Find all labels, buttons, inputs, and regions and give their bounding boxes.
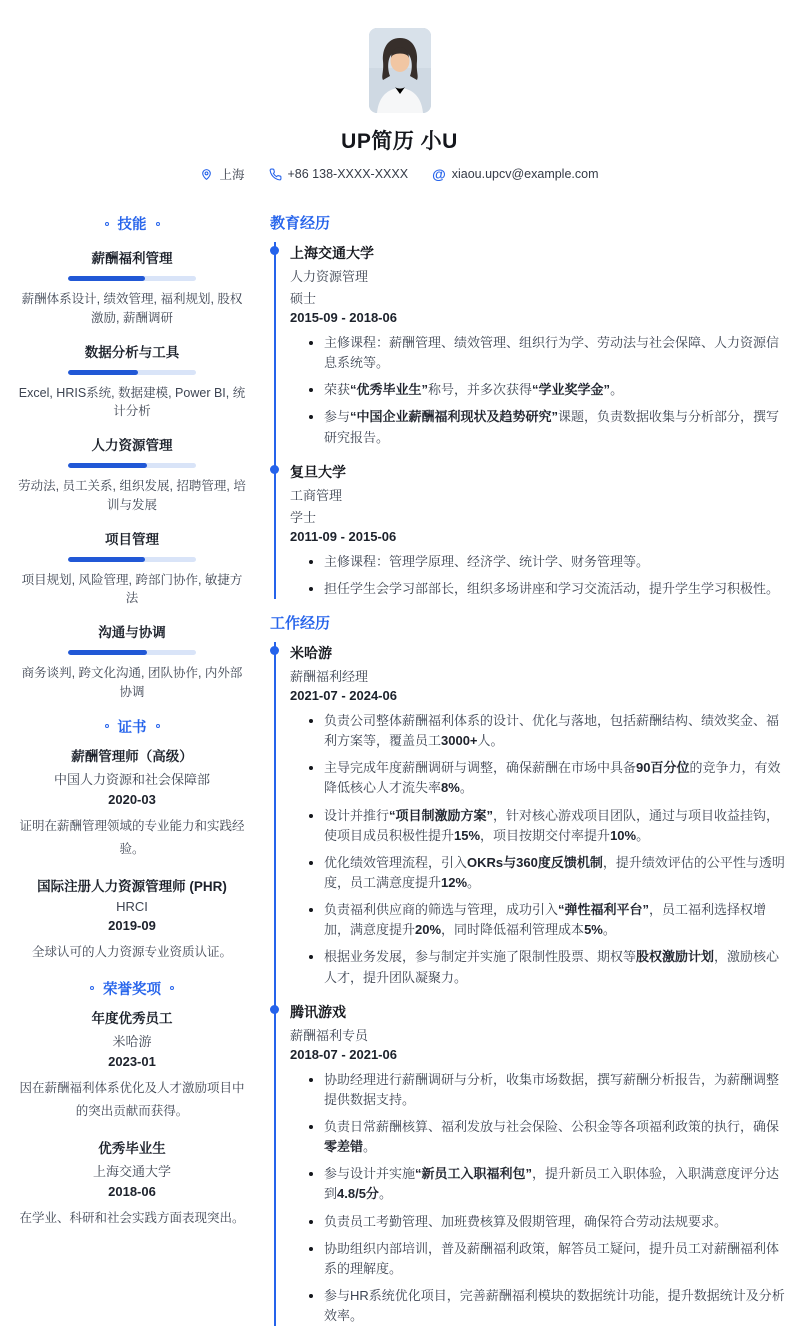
skill-level-fill — [68, 370, 138, 375]
phone-text: +86 138-XXXX-XXXX — [287, 167, 409, 181]
degree: 硕士 — [290, 291, 317, 306]
work-timeline — [274, 642, 787, 1326]
location-item — [200, 165, 244, 183]
skill-name: 沟通与协调 — [98, 625, 166, 640]
resume-header — [0, 0, 799, 183]
timeline-dot-icon — [270, 465, 279, 474]
ring-decoration-icon — [170, 986, 174, 990]
skill-item — [18, 341, 246, 422]
bullet: • 主导完成年度薪酬调研与调整，确保薪酬在市场中具备90百分位的竞争力，有效降低核心人才流失率8%。 — [324, 758, 787, 798]
skill-desc: 商务谈判, 跨文化沟通, 团队协作, 内外部协调 — [21, 666, 243, 699]
ring-decoration-icon — [105, 724, 109, 728]
certificate-issuer: 中国人力资源和社会保障部 — [53, 771, 210, 787]
certificate-name: 薪酬管理师（高级） — [71, 748, 193, 764]
main-column — [256, 199, 799, 1333]
skills-section — [18, 213, 246, 702]
certificate-item — [18, 745, 246, 861]
honor-name: 优秀毕业生 — [98, 1141, 166, 1157]
education-entry — [290, 242, 787, 448]
work-entry — [290, 1001, 787, 1327]
timeline-dot-icon — [270, 1005, 279, 1014]
bullet: • 荣获“优秀毕业生”称号，并多次获得“学业奖学金”。 — [324, 380, 787, 400]
company-name: 米哈游 — [290, 644, 332, 661]
profile-photo — [369, 28, 431, 113]
honor-issuer: 米哈游 — [112, 1033, 152, 1049]
bullet: • 参与设计并实施“新员工入职福利包”，提升新员工入职体验，入职满意度评分达到4.8/5分。 — [324, 1164, 787, 1204]
certificates-section — [18, 716, 246, 964]
bullet: • 担任学生会学习部部长，组织多场讲座和学习交流活动，提升学生学习积极性。 — [324, 579, 787, 599]
ring-decoration-icon — [105, 222, 109, 226]
work-period: 2021-07 - 2024-06 — [290, 687, 397, 703]
certificates-section-title: 证书 — [117, 719, 147, 736]
certificate-issuer: HRCI — [116, 898, 148, 914]
major: 工商管理 — [290, 487, 343, 503]
certificate-name: 国际注册人力资源管理师 (PHR) — [37, 878, 227, 894]
bullet: • 协助经理进行薪酬调研与分析，收集市场数据，撰写薪酬分析报告，为薪酬调整提供数据支持。 — [324, 1070, 787, 1110]
bullet: • 主修课程：管理学原理、经济学、统计学、财务管理等。 — [324, 552, 787, 572]
work-bullets — [290, 711, 787, 988]
skill-desc: Excel, HRIS系统, 数据建模, Power BI, 统计分析 — [18, 385, 246, 419]
honor-issuer: 上海交通大学 — [92, 1164, 171, 1180]
school-name: 上海交通大学 — [290, 245, 374, 261]
timeline-dot-icon — [270, 646, 279, 655]
certificate-item — [18, 875, 246, 964]
bullet: • 参与HR系统优化项目，完善薪酬福利模块的数据统计功能，提升数据统计及分析效率。 — [324, 1286, 787, 1326]
bullet: • 负责福利供应商的筛选与管理，成功引入“弹性福利平台”，员工福利选择权增加，满意度提升20%，同时降低福利管理成本5%。 — [324, 900, 787, 940]
education-bullets — [290, 333, 787, 448]
ring-decoration-icon — [90, 986, 94, 990]
skill-level-bar — [68, 650, 196, 655]
work-entry — [290, 642, 787, 988]
company-name: 腾讯游戏 — [290, 1003, 346, 1020]
bullet: • 负责公司整体薪酬福利体系的设计、优化与落地，包括薪酬结构、绩效奖金、福利方案等，覆盖员工3000+人。 — [324, 711, 787, 751]
honors-section — [18, 978, 246, 1230]
work-period: 2018-07 - 2021-06 — [290, 1046, 397, 1062]
location-text: 上海 — [219, 168, 245, 182]
bullet: • 负责日常薪酬核算、福利发放与社会保险、公积金等各项福利政策的执行，确保零差错。 — [324, 1117, 787, 1157]
phone-icon — [269, 168, 282, 181]
bullet: • 协助组织内部培训，普及薪酬福利政策，解答员工疑问，提升员工对薪酬福利体系的理解度。 — [324, 1239, 787, 1279]
major: 人力资源管理 — [290, 269, 369, 284]
skill-name: 项目管理 — [105, 531, 159, 547]
degree: 学士 — [290, 509, 317, 525]
honor-name: 年度优秀员工 — [91, 1010, 173, 1026]
skill-level-bar — [68, 370, 196, 375]
skill-level-fill — [68, 276, 145, 281]
honor-item — [18, 1007, 246, 1123]
skill-item — [18, 528, 246, 609]
portrait-illustration — [369, 28, 431, 113]
skill-desc: 劳动法, 员工关系, 组织发展, 招聘管理, 培训与发展 — [18, 479, 246, 512]
education-section — [270, 212, 787, 599]
education-period: 2015-09 - 2018-06 — [290, 310, 397, 325]
email-item — [432, 167, 598, 181]
left-sidebar — [0, 199, 256, 1333]
work-bullets — [290, 1070, 787, 1327]
contact-row — [0, 165, 799, 183]
ring-decoration-icon — [156, 724, 160, 728]
school-name: 复旦大学 — [290, 463, 346, 480]
skill-level-bar — [68, 557, 196, 562]
bullet: • 参与“中国企业薪酬福利现状及趋势研究”课题，负责数据收集与分析部分，撰写研究报告。 — [324, 407, 787, 447]
job-title: 薪酬福利经理 — [290, 668, 369, 684]
honor-desc: 在学业、科研和社会实践方面表现突出。 — [19, 1211, 245, 1226]
timeline-dot-icon — [270, 246, 279, 255]
resume-body — [0, 199, 799, 1333]
email-text: xiaou.upcv@example.com — [451, 167, 599, 181]
skill-name: 人力资源管理 — [91, 438, 173, 453]
education-bullets — [290, 552, 787, 599]
bullet: • 优化绩效管理流程，引入OKRs与360度反馈机制，提升绩效评估的公平性与透明度，员工满意度提升12%。 — [324, 853, 787, 893]
work-section-title: 工作经历 — [270, 614, 331, 632]
bullet: • 设计并推行“项目制激励方案”，针对核心游戏项目团队，通过与项目收益挂钩，使项目成员积极性提升15%，项目按期交付率提升10%。 — [324, 806, 787, 846]
bullet: • 负责员工考勤管理、加班费核算及假期管理，确保符合劳动法规要求。 — [324, 1212, 787, 1232]
certificate-desc: 证明在薪酬管理领域的专业能力和实践经验。 — [19, 818, 245, 856]
email-icon: @ — [432, 166, 446, 182]
skill-level-fill — [68, 463, 147, 468]
certificates-section-header — [18, 716, 246, 737]
education-entry — [290, 461, 787, 599]
skill-level-bar — [68, 463, 196, 468]
honor-date: 2018-06 — [108, 1184, 156, 1200]
education-section-title: 教育经历 — [270, 215, 331, 232]
education-timeline — [274, 242, 787, 599]
skill-level-fill — [68, 557, 145, 562]
map-pin-icon — [200, 168, 213, 181]
skill-desc: 项目规划, 风险管理, 跨部门协作, 敏捷方法 — [21, 572, 243, 606]
education-period: 2011-09 - 2015-06 — [290, 528, 397, 544]
honors-section-title: 荣誉奖项 — [103, 981, 161, 998]
skill-desc: 薪酬体系设计, 绩效管理, 福利规划, 股权激励, 薪酬调研 — [21, 292, 243, 325]
skill-item — [18, 247, 246, 328]
skill-name: 薪酬福利管理 — [91, 251, 173, 266]
job-title: 薪酬福利专员 — [290, 1027, 369, 1043]
ring-decoration-icon — [156, 222, 160, 226]
honor-item — [18, 1137, 246, 1230]
bullet: • 主修课程：薪酬管理、绩效管理、组织行为学、劳动法与社会保障、人力资源信息系统等。 — [324, 333, 787, 373]
certificate-date: 2020-03 — [108, 791, 156, 807]
candidate-name: UP简历 小U — [341, 130, 458, 153]
bullet: • 根据业务发展，参与制定并实施了限制性股票、期权等股权激励计划，激励核心人才，提升团队凝聚力。 — [324, 947, 787, 987]
skill-level-bar — [68, 276, 196, 281]
skills-section-header — [18, 213, 246, 234]
honors-section-header — [18, 978, 246, 999]
certificate-date: 2019-09 — [108, 917, 156, 933]
honor-desc: 因在薪酬福利体系优化及人才激励项目中的突出贡献而获得。 — [19, 1080, 245, 1118]
skill-level-fill — [68, 650, 147, 655]
honor-date: 2023-01 — [108, 1053, 156, 1069]
skill-name: 数据分析与工具 — [84, 344, 180, 360]
certificate-desc: 全球认可的人力资源专业资质认证。 — [31, 944, 232, 959]
skill-item — [18, 621, 246, 702]
phone-item — [269, 167, 409, 181]
work-section — [270, 612, 787, 1326]
skills-section-title: 技能 — [117, 217, 147, 233]
skill-item — [18, 434, 246, 515]
